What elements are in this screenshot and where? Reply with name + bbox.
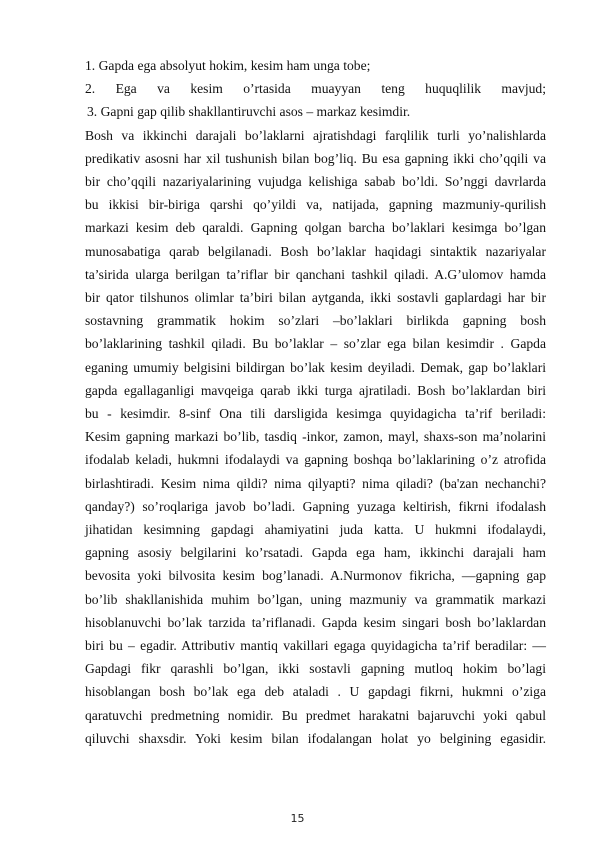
- list-item-3: 3. Gapni gap qilib shakllantiruvchi asos – markaz kesimdir.: [87, 104, 411, 120]
- paragraph-line: Bosh va ikkinchi darajali bo’laklarni ajratishdagi farqlilik turli yo’nalishlarda: [85, 127, 546, 143]
- paragraph-line: eganing umumiy belgisini bildirgan bo’lak kesim deyiladi. Demak, gap bo’laklari: [85, 359, 546, 375]
- paragraph-line: birlashtiradi. Kesim nima qildi? nima qilyapti? nima qiladi? (ba'zan nechanchi?: [85, 475, 546, 491]
- paragraph-line: biri bu – egadir. Attributiv mantiq vakillari egaga quyidagicha ta’rif beradilar: ―: [85, 638, 546, 654]
- paragraph-line: gapda egallaganligi mavqeiga qarab ikki turga ajratiladi. Bosh bo’laklardan biri: [85, 382, 546, 398]
- paragraph-line: qaratuvchi predmetning nomidir. Bu predmet harakatni bajaruvchi yoki qabul: [85, 707, 546, 723]
- paragraph-line: hisoblanuvchi bo’lak tarzida ta’riflanadi. Gapda kesim singari bosh bo’laklardan: [85, 614, 546, 630]
- paragraph-line: predikativ asosni har xil tushunish bilan bog’liq. Bu esa gapning ikki cho’qqili va: [85, 150, 546, 166]
- paragraph-line: bir cho’qqili nazariyalarining vujudga kelishiga sabab bo’ldi. So’nggi davrlarda: [85, 174, 546, 190]
- paragraph-line: qiluvchi shaxsdir. Yoki kesim bilan ifodalangan holat yo belgining egasidir.: [85, 730, 546, 746]
- paragraph-line: qanday?) so’roqlariga javob bo’ladi. Gapning yuzaga keltirish, fikrni ifodalash: [85, 498, 546, 514]
- paragraph-line: bir qator tilshunos olimlar ta’biri bilan aytganda, ikki sostavli gaplardagi har bir: [85, 290, 546, 306]
- page-number: 15: [290, 812, 305, 825]
- paragraph-line: Kesim gapning markazi bo’lib, tasdiq -inkor, zamon, mayl, shaxs-son ma’nolarini: [85, 429, 546, 445]
- list-item-1: 1. Gapda ega absolyut hokim, kesim ham unga tobe;: [85, 58, 371, 73]
- paragraph-line: gapning asosiy belgilarini ko’rsatadi. Gapda ega ham, ikkinchi darajali ham: [85, 545, 546, 561]
- paragraph-line: sostavning grammatik hokim so’zlari –bo’laklari birlikda gapning bosh: [85, 313, 546, 329]
- paragraph-line: markazi kesim deb qaraldi. Gapning qolgan barcha bo’laklari kesimga bo’lgan: [85, 220, 546, 236]
- paragraph-line: bu - kesimdir. 8-sinf Ona tili darsligida kesimga quyidagicha ta’rif beriladi:: [85, 406, 546, 422]
- paragraph-line: ta’sirida ularga berilgan ta’riflar bir qanchani tashkil qiladi. A.G’ulomov hamda: [85, 266, 546, 282]
- paragraph-line: bo’lib shakllanishida muhim bo’lgan, uning mazmuniy va grammatik markazi: [85, 591, 546, 607]
- paragraph-line: munosabatiga qarab belgilanadi. Bosh bo’laklar haqidagi sintaktik nazariyalar: [85, 243, 546, 259]
- paragraph-line: bu ikkisi bir-biriga qarshi qo’yildi va, natijada, gapning mazmuniy-qurilish: [85, 197, 546, 213]
- paragraph-line: bevosita yoki bilvosita kesim bog’lanadi. A.Nurmonov fikricha, ―gapning gap: [85, 568, 546, 584]
- document-body: [85, 54, 546, 750]
- paragraph-line: bo’laklarining tashkil qiladi. Bu bo’laklar – so’zlar ega bilan kesimdir . Gapda: [85, 336, 546, 352]
- paragraph-line: ifodalab keladi, hukmni ifodalaydi va gapning boshqa bo’laklarining o’z atrofida: [85, 452, 546, 468]
- list-item-2: 2. Ega va kesim o’rtasida muayyan teng huquqlilik mavjud;: [85, 81, 546, 97]
- paragraph-line: hisoblangan bosh bo’lak ega deb ataladi . U gapdagi fikrni, hukmni o’ziga: [85, 684, 546, 700]
- paragraph-line: jihatidan kesimning gapdagi ahamiyatini juda katta. U hukmni ifodalaydi,: [85, 522, 546, 538]
- paragraph-line: Gapdagi fikr qarashli bo’lgan, ikki sostavli gapning mutloq hokim bo’lagi: [85, 661, 546, 677]
